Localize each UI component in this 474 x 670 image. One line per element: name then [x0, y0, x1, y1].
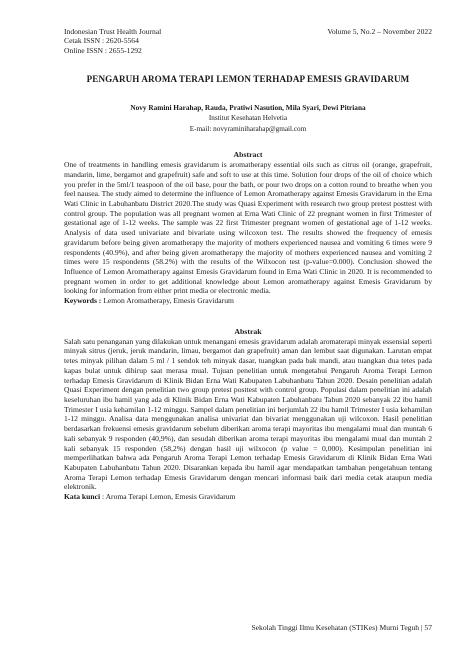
- author-list: Novy Ramini Harahap, Rauda, Pratiwi Nasution, Mila Syari, Dewi Pitriana: [130, 103, 366, 113]
- issn-print: Cetak ISSN : 2620-5564: [64, 36, 139, 46]
- volume-info: Volume 5, No.2 – November 2022: [327, 27, 432, 36]
- page-footer: Sekolah Tinggi Ilmu Kesehatan (STIKes) Murni Teguh | 57: [251, 623, 432, 632]
- kata-kunci-label: Kata kunci: [64, 492, 101, 502]
- keywords-label: Keywords :: [64, 296, 102, 306]
- journal-info: [64, 27, 161, 55]
- abstract-heading: Abstract: [233, 150, 263, 160]
- abstrak-heading: Abstrak: [234, 326, 262, 336]
- issn-online: Online ISSN : 2655-1292: [64, 45, 142, 55]
- abstrak-text: Salah satu penanganan yang dilakukan untuk menangani emesis gravidarum adalah aromaterapi minyak essensial seperti minyak sitrus (jeruk, jeruk mandarin, limau, bergamot dan grapefruit) aman dan lembut saat digunakan. Larutan empat tetes minyak pilihan dalam 5 ml / 1 sendok teh minyak dasar, tuangkan pada bak mandi, atau tuangkan dua tetes pada kapas bulat untuk dihirup saat merasa mual. Tujuan penelitian untuk mengetahui Pengaruh Aroma Terapi Lemon terhadap Emesis Gravidarum di Klinik Bidan Erna Wati Kabupaten Labuhanbatu Tahun 2020. Desain penelitian adalah Quasi Experiment dengan penelitian two group pretest posttest with control group. Populasi dalam penelitian ini adalah keseluruhan ibu hamil yang ada di Klinik Bidan Erna Wati Kabupaten Labuhanbatu Tahun 2020 sebanyak 22 ibu hamil Trimester I usia kehamilan 1-12 minggu. Sampel dalam penelitian ini berjumlah 22 ibu hamil Trimester I usia kehamilan 1-12 minggu. Analisa data menggunakan analisa univariat dan bivariat menggunakan uji wilcoxon. Hasil penelitian berdasarkan frekuensi emesis gravidarum sebelum diberikan aroma terapi mayoritas ibu mengalami mual dan muntah 6 kali sebanyak 9 responden (40,9%), dan sesudah diberikan aroma terapi mayoritas ibu mengalami mual dan muntah 2 kali sebanyak 15 responden (58,2%) dengan hasil uji wilxocon (p value = 0,000). Kesimpulan penelitian ini memperlihatkan bahwa ada Pengaruh Aroma Terapi Lemon terhadap Emesis Gravidarum di Klinik Bidan Erna Wati Kabupaten Labuhanbatu Tahun 2020. Disarankan kepada ibu hamil agar mendapatkan tambahan pengetahuan tentang Aroma Terapi Lemon terhadap Emesis Gravidarum dengan mencari informasi baik dari media cetak ataupun media elektronik.: [64, 336, 432, 492]
- running-header: [64, 27, 432, 55]
- institution: Institut Kesehatan Helvetia: [208, 114, 288, 123]
- abstrak-keywords: [64, 492, 432, 502]
- author-email: E-mail: novyraminiharahap@gmail.com: [189, 125, 307, 134]
- paper-title: PENGARUH AROMA TERAPI LEMON TERHADAP EMESIS GRAVIDARUM: [86, 74, 410, 85]
- abstract-keywords: [64, 296, 432, 306]
- abstract-text: One of treatments in handling emesis gravidarum is aromatherapy essential oils such as citrus oil (orange, grapefruit, mandarin, lime, bergamot and grapefruit) safe and soft to use at this time. Solution four drops of the oil of choice which you prefer in the 5ml/1 teaspoon of the oil base, pour the bath, or pour two drops on a cotton round to breathe when you feel nausea. The study aimed to determine the influence of Lemon Aromatherapy against Emesis Gravidarum in the Erna Wati Clinic in Labuhanbatu District 2020.The study was Quasi Experiment with research two group pretest posttest with control group. The population was all pregnant women at Erna Wati Clinic of 22 pregnant women in first Trimester of gestational age of 1-12 weeks. The sample was 22 first Trimester pregnant women of gestational age of 1-12 weeks. Analysis of data used univariate and bivariate using wilcoxon test. The results showed the frequency of emesis gravidarum before being given aromatherapy the majority of mothers experienced nausea and vomiting 6 times were 9 respondents (40.9%), and after being given aromatherapy the majority of mothers experienced nausea and vomiting 2 times were 15 respondents (58.2%) with the results of the Wilxocon test (p-value=0.000). Conclusion showed the Influence of Lemon Aromatherapy against Emesis Gravidarum found in Erna Wati Clinic in 2020. It is recommended to pregnant women in order to get additional knowledge about Lemon aromatherapy against Emesis Gravidarum by looking for information from either print media or electronic media.: [64, 160, 432, 296]
- journal-name: Indonesian Trust Health Journal: [64, 27, 162, 36]
- keywords-value: Lemon Aromatherapy, Emesis Gravidarum: [101, 296, 234, 306]
- kata-kunci-value: : Aroma Terapi Lemon, Emesis Gravidarum: [100, 492, 236, 502]
